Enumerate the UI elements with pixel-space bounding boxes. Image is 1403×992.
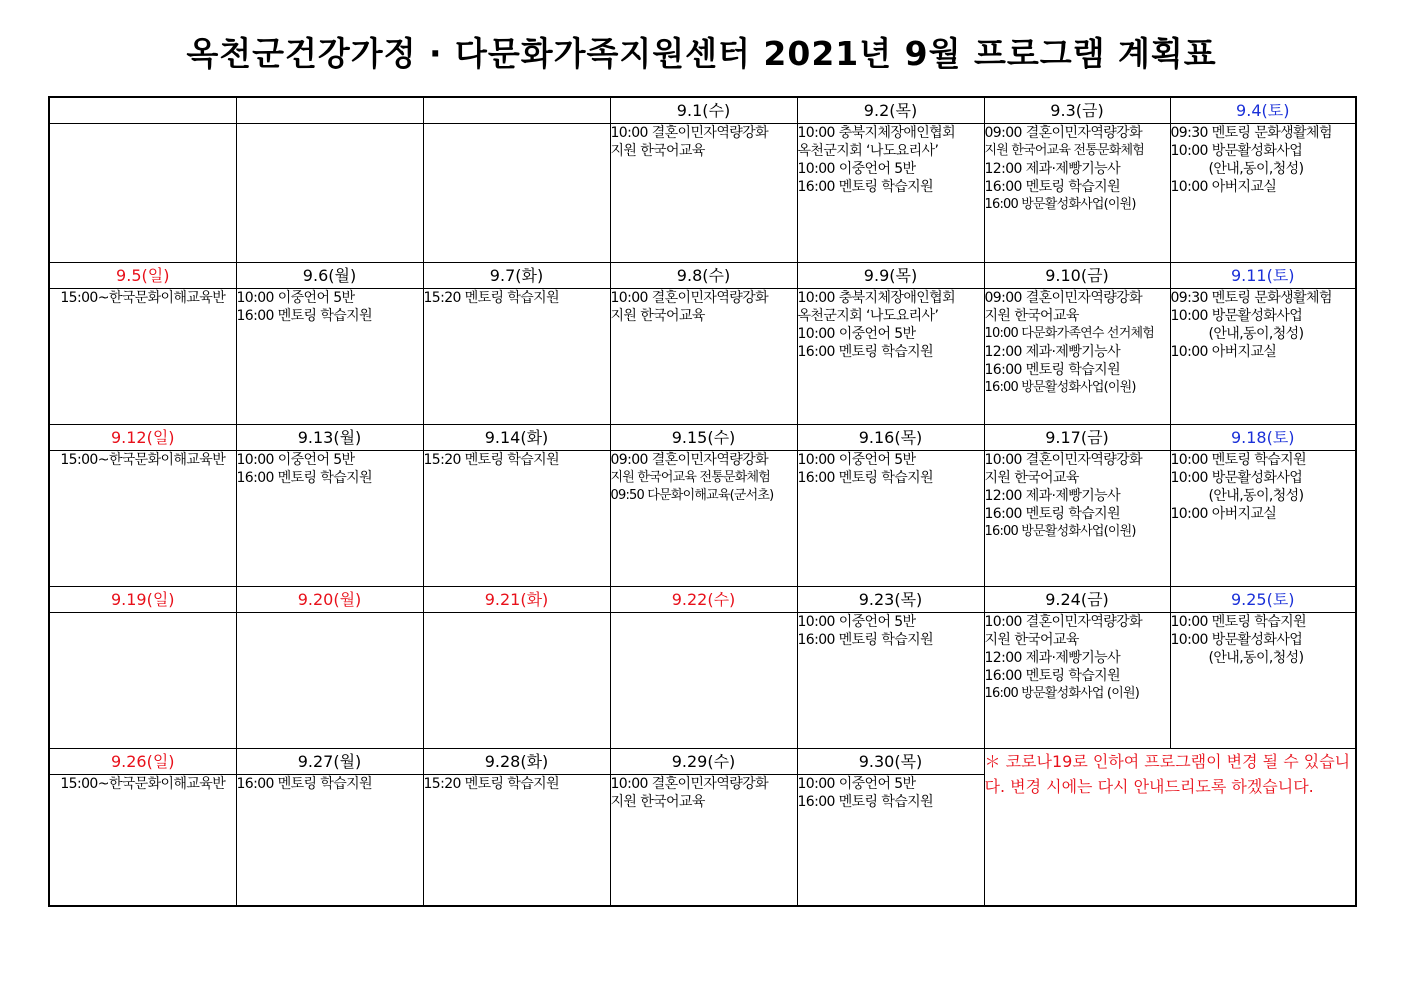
day-programs bbox=[236, 613, 423, 749]
program-line: 10:00 아버지교실 bbox=[1170, 344, 1277, 360]
program-line: 지원 한국어교육 bbox=[984, 470, 1079, 486]
program-line: (안내,동이,청성) bbox=[1208, 326, 1304, 342]
week-header-row bbox=[49, 263, 1356, 289]
program-line: 10:00 결혼이민자역량강화 bbox=[610, 776, 769, 792]
day-date: 9.5(일) bbox=[49, 263, 236, 289]
program-line: 16:00 멘토링 학습지원 bbox=[236, 308, 373, 324]
week-body-row bbox=[49, 289, 1356, 425]
program-line: 16:00 멘토링 학습지원 bbox=[984, 506, 1121, 522]
program-line: 12:00 제과·제빵기능사 bbox=[984, 344, 1121, 360]
day-date: 9.8(수) bbox=[610, 263, 797, 289]
day-date: 9.12(일) bbox=[49, 425, 236, 451]
program-line: 지원 한국어교육 bbox=[984, 308, 1079, 324]
day-programs bbox=[797, 613, 984, 749]
day-programs bbox=[49, 613, 236, 749]
program-line: 09:00 결혼이민자역량강화 bbox=[984, 125, 1143, 141]
day-date: 9.4(토) bbox=[1170, 97, 1356, 124]
program-line: 09:30 멘토링 문화생활체험 bbox=[1170, 290, 1332, 306]
program-line: 12:00 제과·제빵기능사 bbox=[984, 161, 1121, 177]
program-line: 16:00 방문활성화사업 (이원) bbox=[984, 686, 1139, 701]
program-line: 10:00 다문화가족연수 선거체험 bbox=[984, 326, 1154, 341]
program-line: 16:00 방문활성화사업(이원) bbox=[984, 197, 1136, 212]
program-line: 지원 한국어교육 bbox=[984, 632, 1079, 648]
program-line: 16:00 멘토링 학습지원 bbox=[797, 632, 934, 648]
program-line: 10:00 이중언어 5반 bbox=[797, 776, 916, 792]
program-line: 15:20 멘토링 학습지원 bbox=[423, 290, 560, 306]
program-line: 15:20 멘토링 학습지원 bbox=[423, 452, 560, 468]
day-programs bbox=[423, 613, 610, 749]
day-programs bbox=[984, 289, 1170, 425]
day-programs bbox=[1170, 124, 1356, 263]
program-line: 16:00 방문활성화사업(이원) bbox=[984, 524, 1136, 539]
week-body-row bbox=[49, 451, 1356, 587]
program-line: 지원 한국어교육 bbox=[610, 794, 705, 810]
day-date: 9.15(수) bbox=[610, 425, 797, 451]
day-programs bbox=[610, 613, 797, 749]
day-date: 9.14(화) bbox=[423, 425, 610, 451]
program-line: 10:00 방문활성화사업 bbox=[1170, 632, 1303, 648]
day-programs bbox=[236, 124, 423, 263]
program-line: 15:00~한국문화이해교육반 bbox=[60, 290, 226, 306]
day-programs bbox=[49, 775, 236, 907]
program-line: 10:00 이중언어 5반 bbox=[236, 290, 355, 306]
day-programs bbox=[797, 124, 984, 263]
day-date: 9.1(수) bbox=[610, 97, 797, 124]
program-line: 16:00 멘토링 학습지원 bbox=[797, 794, 934, 810]
program-line: (안내,동이,청성) bbox=[1208, 161, 1304, 177]
day-programs bbox=[49, 289, 236, 425]
day-date: 9.27(월) bbox=[236, 749, 423, 775]
day-programs bbox=[610, 775, 797, 907]
day-programs bbox=[423, 289, 610, 425]
day-date: 9.13(월) bbox=[236, 425, 423, 451]
day-date: 9.28(화) bbox=[423, 749, 610, 775]
program-line: 지원 한국어교육 bbox=[610, 143, 705, 159]
day-date: 9.23(목) bbox=[797, 587, 984, 613]
program-line: 옥천군지회 ‘나도요리사’ bbox=[797, 143, 939, 159]
day-date: 9.3(금) bbox=[984, 97, 1170, 124]
day-programs bbox=[610, 451, 797, 587]
empty-date-cell bbox=[49, 97, 236, 124]
day-programs bbox=[423, 124, 610, 263]
day-programs bbox=[423, 451, 610, 587]
program-line: 지원 한국어교육 bbox=[610, 308, 705, 324]
day-programs bbox=[984, 613, 1170, 749]
day-date: 9.7(화) bbox=[423, 263, 610, 289]
program-line: 16:00 멘토링 학습지원 bbox=[797, 179, 934, 195]
day-programs bbox=[1170, 289, 1356, 425]
program-line: 09:30 멘토링 문화생활체험 bbox=[1170, 125, 1332, 141]
program-calendar bbox=[48, 96, 1357, 907]
day-programs bbox=[610, 289, 797, 425]
program-line: 15:20 멘토링 학습지원 bbox=[423, 776, 560, 792]
day-date: 9.6(월) bbox=[236, 263, 423, 289]
day-date: 9.29(수) bbox=[610, 749, 797, 775]
program-line: 16:00 멘토링 학습지원 bbox=[984, 362, 1121, 378]
covid-notice: ＊ 코로나19로 인하여 프로그램이 변경 될 수 있습니다. 변경 시에는 다시 안내드리도록 하겠습니다. bbox=[984, 749, 1356, 907]
day-programs bbox=[797, 775, 984, 907]
program-line: 10:00 이중언어 5반 bbox=[236, 452, 355, 468]
program-line: 10:00 방문활성화사업 bbox=[1170, 470, 1303, 486]
day-date: 9.2(목) bbox=[797, 97, 984, 124]
program-line: 12:00 제과·제빵기능사 bbox=[984, 488, 1121, 504]
program-line: 10:00 결혼이민자역량강화 bbox=[984, 452, 1143, 468]
day-date: 9.20(월) bbox=[236, 587, 423, 613]
program-line: 16:00 멘토링 학습지원 bbox=[797, 470, 934, 486]
program-line: 15:00~한국문화이해교육반 bbox=[60, 452, 226, 468]
program-line: 10:00 멘토링 학습지원 bbox=[1170, 452, 1307, 468]
program-line: 16:00 멘토링 학습지원 bbox=[984, 668, 1121, 684]
week-header-row bbox=[49, 749, 1356, 775]
program-line: 10:00 결혼이민자역량강화 bbox=[610, 290, 769, 306]
day-programs bbox=[984, 124, 1170, 263]
day-programs bbox=[236, 289, 423, 425]
program-line: 10:00 방문활성화사업 bbox=[1170, 308, 1303, 324]
day-programs bbox=[797, 289, 984, 425]
day-programs bbox=[797, 451, 984, 587]
program-line: 10:00 멘토링 학습지원 bbox=[1170, 614, 1307, 630]
day-programs bbox=[49, 451, 236, 587]
program-line: 16:00 멘토링 학습지원 bbox=[236, 776, 373, 792]
day-date: 9.25(토) bbox=[1170, 587, 1356, 613]
program-line: 16:00 방문활성화사업(이원) bbox=[984, 380, 1136, 395]
week-header-row bbox=[49, 425, 1356, 451]
week-header-row bbox=[49, 97, 1356, 124]
day-programs bbox=[49, 124, 236, 263]
program-line: 09:50 다문화이해교육(군서초) bbox=[610, 488, 774, 503]
week-body-row bbox=[49, 124, 1356, 263]
day-date: 9.24(금) bbox=[984, 587, 1170, 613]
program-line: 지원 한국어교육 전통문화체험 bbox=[610, 470, 771, 485]
program-line: 15:00~한국문화이해교육반 bbox=[60, 776, 226, 792]
program-line: 10:00 아버지교실 bbox=[1170, 506, 1277, 522]
day-date: 9.18(토) bbox=[1170, 425, 1356, 451]
day-date: 9.22(수) bbox=[610, 587, 797, 613]
day-programs bbox=[236, 775, 423, 907]
program-line: 16:00 멘토링 학습지원 bbox=[984, 179, 1121, 195]
program-line: 10:00 방문활성화사업 bbox=[1170, 143, 1303, 159]
day-date: 9.21(화) bbox=[423, 587, 610, 613]
program-line: 09:00 결혼이민자역량강화 bbox=[984, 290, 1143, 306]
program-line: 10:00 이중언어 5반 bbox=[797, 326, 916, 342]
day-programs bbox=[236, 451, 423, 587]
day-date: 9.10(금) bbox=[984, 263, 1170, 289]
program-line: 10:00 이중언어 5반 bbox=[797, 614, 916, 630]
program-line: 10:00 결혼이민자역량강화 bbox=[610, 125, 769, 141]
day-date: 9.17(금) bbox=[984, 425, 1170, 451]
program-line: 10:00 충북지체장애인협회 bbox=[797, 290, 956, 306]
program-line: 16:00 멘토링 학습지원 bbox=[236, 470, 373, 486]
empty-date-cell bbox=[423, 97, 610, 124]
day-date: 9.26(일) bbox=[49, 749, 236, 775]
day-date: 9.16(목) bbox=[797, 425, 984, 451]
program-line: 10:00 이중언어 5반 bbox=[797, 452, 916, 468]
program-line: 옥천군지회 ‘나도요리사’ bbox=[797, 308, 939, 324]
program-line: 10:00 이중언어 5반 bbox=[797, 161, 916, 177]
program-line: 10:00 아버지교실 bbox=[1170, 179, 1277, 195]
page-title: 옥천군건강가정 · 다문화가족지원센터 2021년 9월 프로그램 계획표 bbox=[186, 34, 1217, 73]
day-date: 9.9(목) bbox=[797, 263, 984, 289]
day-programs bbox=[610, 124, 797, 263]
program-line: 지원 한국어교육 전통문화체험 bbox=[984, 143, 1145, 158]
week-header-row bbox=[49, 587, 1356, 613]
empty-date-cell bbox=[236, 97, 423, 124]
program-line: 09:00 결혼이민자역량강화 bbox=[610, 452, 769, 468]
week-body-row bbox=[49, 613, 1356, 749]
day-programs bbox=[423, 775, 610, 907]
day-date: 9.30(목) bbox=[797, 749, 984, 775]
day-programs bbox=[1170, 451, 1356, 587]
day-programs bbox=[1170, 613, 1356, 749]
day-programs bbox=[984, 451, 1170, 587]
day-date: 9.11(토) bbox=[1170, 263, 1356, 289]
program-line: 12:00 제과·제빵기능사 bbox=[984, 650, 1121, 666]
program-line: 16:00 멘토링 학습지원 bbox=[797, 344, 934, 360]
program-line: 10:00 충북지체장애인협회 bbox=[797, 125, 956, 141]
program-line: (안내,동이,청성) bbox=[1208, 488, 1304, 504]
program-line: 10:00 결혼이민자역량강화 bbox=[984, 614, 1143, 630]
day-date: 9.19(일) bbox=[49, 587, 236, 613]
program-line: (안내,동이,청성) bbox=[1208, 650, 1304, 666]
